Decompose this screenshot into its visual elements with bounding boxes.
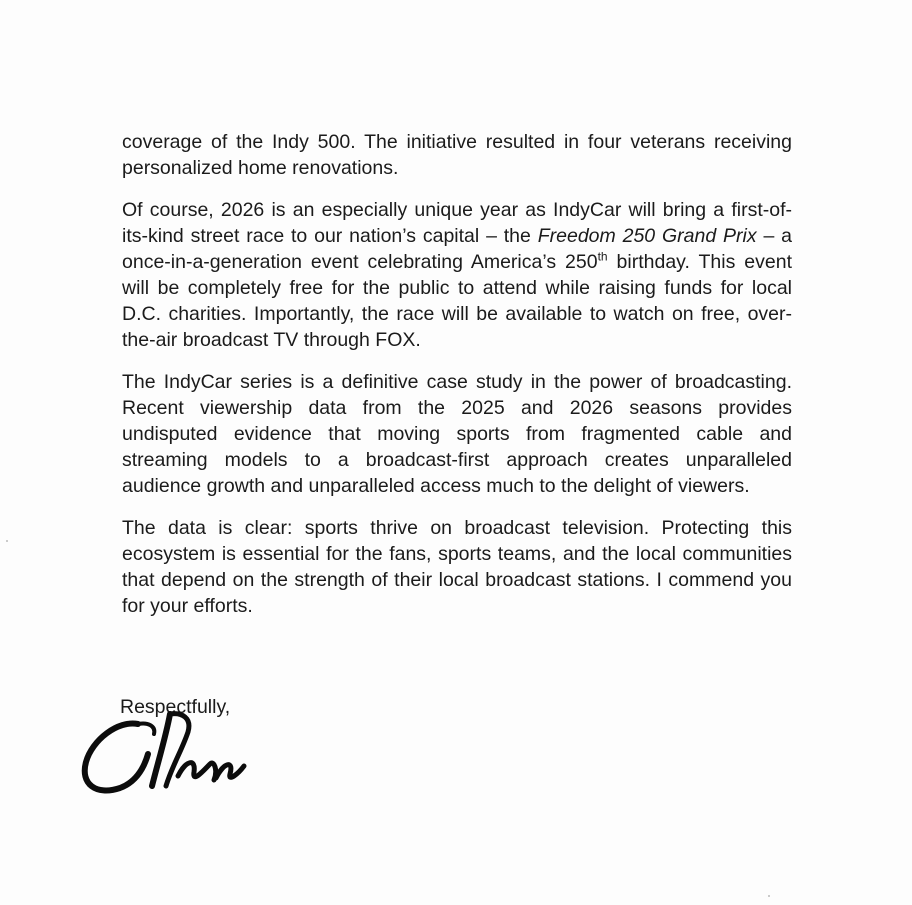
scan-speck	[768, 895, 770, 897]
paragraph-2-part1: Of course, 2026 is an especially unique year as IndyCar will bring a first-of-its-kind street race to our nation’s capital – the	[122, 199, 792, 247]
paragraph-4	[122, 515, 792, 619]
paragraph-3-text: The IndyCar series is a definitive case study in the power of broadcasting. Recent viewership data from the 2025 and 2026 seasons provides undisputed evidence that moving sports from fragmented cable and streaming models to a broadcast-first approach creates unparalleled audience growth and unparalleled access much to the delight of viewers.	[122, 371, 792, 497]
paragraph-4-text: The data is clear: sports thrive on broadcast television. Protecting this ecosystem is essential for the fans, sports teams, and the local communities that depend on the strength of their local broadcast stations. I commend you for your efforts.	[122, 517, 792, 617]
paragraph-1	[122, 129, 792, 181]
scan-speck	[6, 540, 8, 542]
letter-body	[122, 129, 792, 619]
closing-salutation: Respectfully,	[120, 696, 231, 718]
event-name: Freedom 250 Grand Prix	[537, 225, 757, 247]
paragraph-1-text: coverage of the Indy 500. The initiative resulted in four veterans receiving personalized home renovations.	[122, 131, 792, 179]
handwritten-signature-icon	[78, 700, 268, 810]
paragraph-2	[122, 197, 792, 353]
ordinal-suffix: th	[597, 249, 608, 264]
paragraph-3	[122, 369, 792, 499]
paragraph-2-part2: – a once-in-a-generation event celebrating America’s 250	[122, 225, 792, 273]
paragraph-2-part3: birthday. This event will be completely free for the public to attend while raising funds for local D.C. charities. Importantly, the race will be available to watch on free, over-the-air broadcast TV through FOX.	[122, 251, 792, 351]
